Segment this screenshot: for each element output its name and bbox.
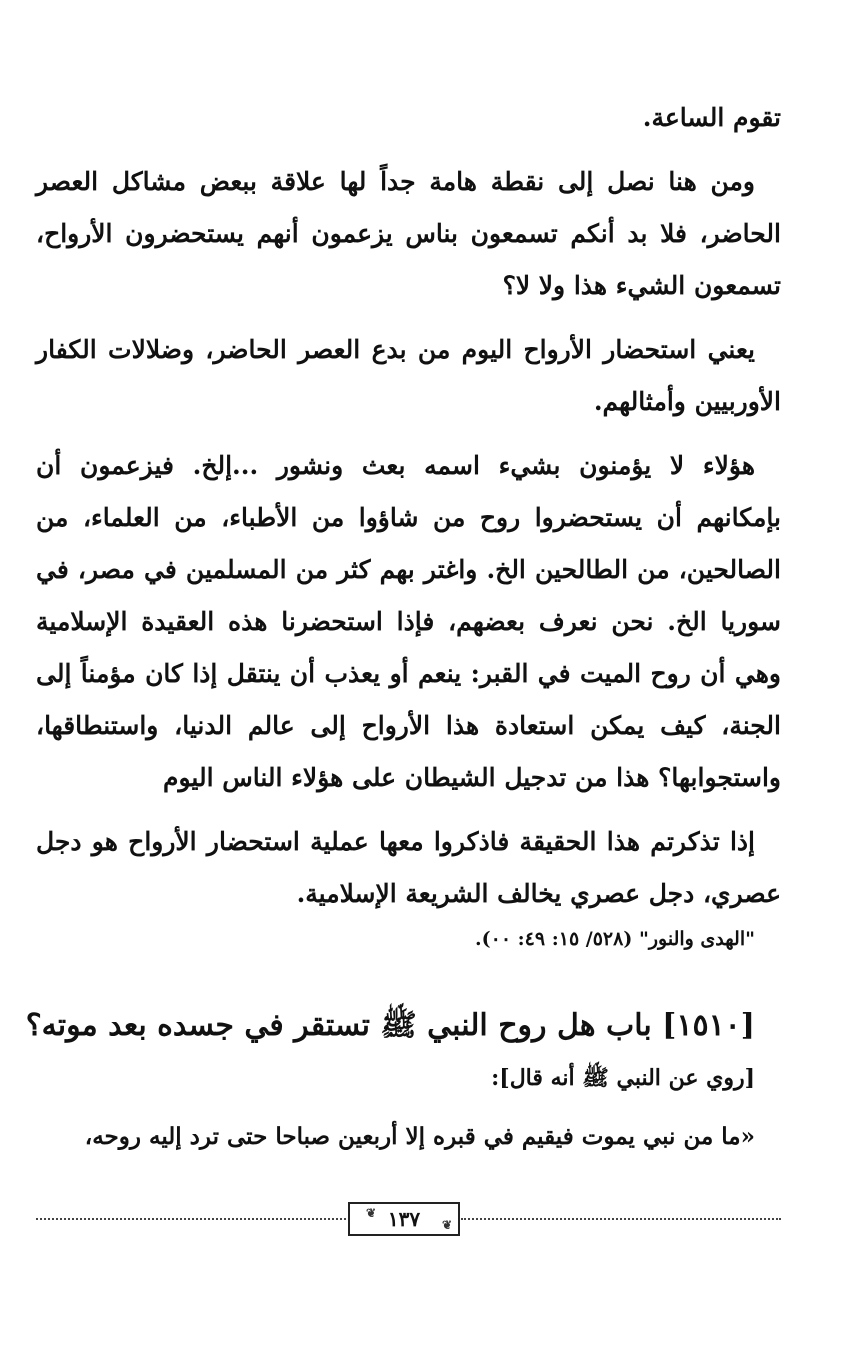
source-citation: "الهدى والنور" (٥٢٨/ ١٥: ٤٩: ٠٠). [475, 928, 755, 950]
narration-heading: [روي عن النبي ﷺ أنه قال]: [491, 1065, 755, 1091]
paragraph-1: تقوم الساعة. [642, 103, 781, 132]
page-number-box [348, 1202, 460, 1236]
paragraph-2: ومن هنا نصل إلى نقطة هامة جداً لها علاقة ببعض مشاكل العصر الحاضر، فلا بد أنكم تسمعون بناس يزعمون أنهم يستحضرون الأرواح، تسمعون الشيء هذا ولا لا؟ [36, 167, 781, 300]
page-number: ١٣٧ [387, 1207, 421, 1231]
chapter-title: [١٥١٠] باب هل روح النبي ﷺ تستقر في جسده بعد موته؟ [25, 1008, 755, 1043]
ornament-icon: ❦ [365, 1206, 376, 1220]
footer-dotted-rule-right [461, 1218, 781, 1220]
paragraph-3: يعني استحضار الأرواح اليوم من بدع العصر الحاضر، وضلالات الكفار الأوربيين وأمثالهم. [36, 335, 781, 416]
page-body [25, 92, 781, 1162]
footer-dotted-rule-left [36, 1218, 346, 1220]
paragraph-4: هؤلاء لا يؤمنون بشيء اسمه بعث ونشور ...إلخ. فيزعمون أن بإمكانهم أن يستحضروا روح من شاؤوا من الأطباء، من العلماء، من الصالحين، من الطالحين الخ. واغتر بهم كثر من المسلمين في مصر، في سوريا الخ. نحن نعرف بعضهم، فإذا استحضرنا هذه العقيدة الإسلامية وهي أن روح الميت في القبر: ينعم أو يعذب أن ينتقل إذا كان مؤمناً إلى الجنة، كيف يمكن استعادة هذا الأرواح إلى عالم الدنيا، واستنطاقها، واستجوابها؟ هذا من تدجيل الشيطان على هؤلاء الناس اليوم [36, 451, 781, 792]
paragraph-5: إذا تذكرتم هذا الحقيقة فاذكروا معها عملية استحضار الأرواح هو دجل عصري، دجل عصري يخالف الشريعة الإسلامية. [36, 827, 781, 908]
hadith-text: «ما من نبي يموت فيقيم في قبره إلا أربعين صباحا حتى ترد إليه روحه، [84, 1123, 755, 1150]
page-footer [36, 1198, 781, 1242]
ornament-icon: ❦ [441, 1218, 452, 1232]
